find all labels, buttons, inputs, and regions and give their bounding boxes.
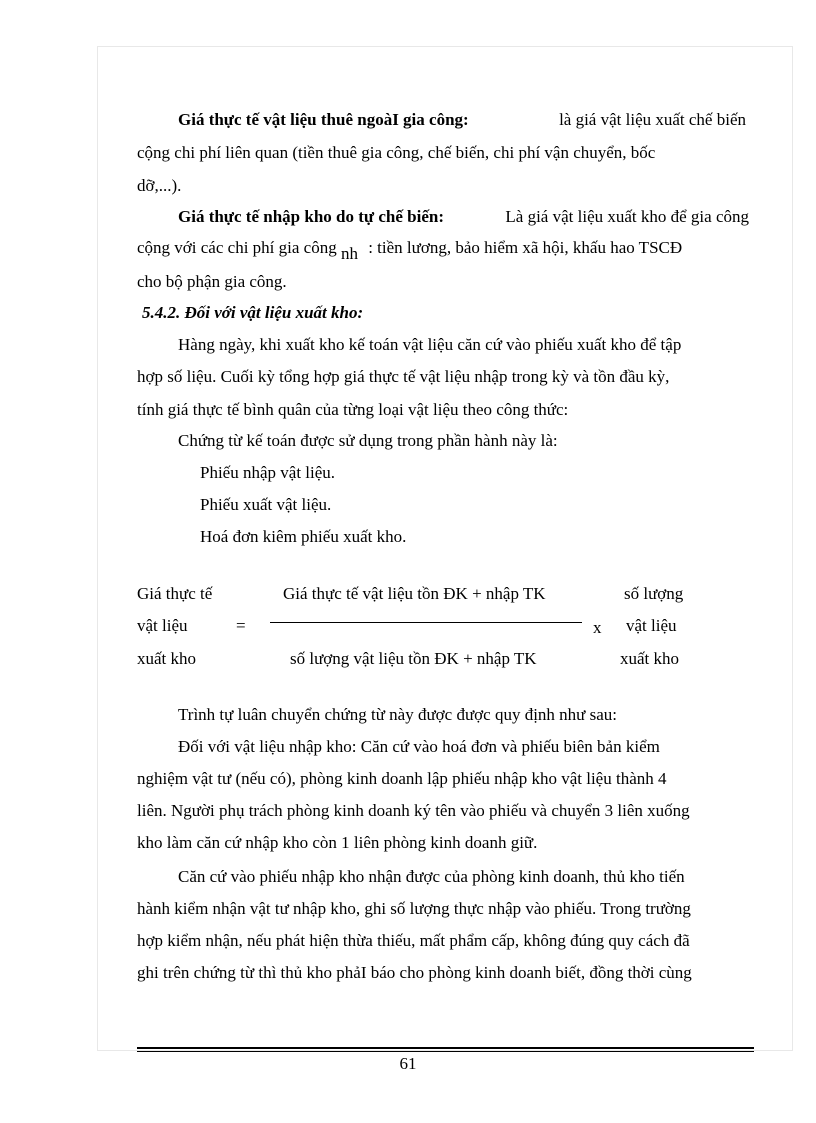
p7-line3: hợp kiểm nhận, nếu phát hiện thừa thiếu, mất phẩm cấp, không đúng quy cách đã xyxy=(137,931,690,950)
p2-line2: cộng với các chi phí gia công nh : tiền lương, bảo hiểm xã hội, khấu hao TSCĐ xyxy=(137,238,683,263)
p2-bold-term: Giá thực tế nhập kho do tự chế biến: xyxy=(178,207,444,226)
p2-line1: Giá thực tế nhập kho do tự chế biến: Là giá vật liệu xuất kho để gia công xyxy=(178,207,749,226)
formula-left-2: vật liệu xyxy=(137,616,188,635)
p7-line1: Căn cứ vào phiếu nhập kho nhận được của phòng kinh doanh, thủ kho tiến xyxy=(178,867,685,886)
p3-line2: hợp số liệu. Cuối kỳ tổng hợp giá thực tế vật liệu nhập trong kỳ và tồn đầu kỳ, xyxy=(137,367,670,386)
p6-line4: kho làm căn cứ nhập kho còn 1 liên phòng kinh doanh giữ. xyxy=(137,833,538,852)
p3-line1: Hàng ngày, khi xuất kho kế toán vật liệu căn cứ vào phiếu xuất kho để tập xyxy=(178,335,682,354)
subscript-nh: nh xyxy=(340,244,358,263)
footer-rule-top xyxy=(137,1047,754,1049)
doc-list-item: Hoá đơn kiêm phiếu xuất kho. xyxy=(200,527,407,546)
p1-bold-term: Giá thực tế vật liệu thuê ngoàI gia công: xyxy=(178,110,469,129)
p1-line3: dỡ,...). xyxy=(137,176,182,195)
formula-times: x xyxy=(593,618,602,637)
doc-list-item: Phiếu xuất vật liệu. xyxy=(200,495,332,514)
formula-denominator: số lượng vật liệu tồn ĐK + nhập TK xyxy=(290,649,537,668)
p1-line1: Giá thực tế vật liệu thuê ngoàI gia công: là giá vật liệu xuất chế biến xyxy=(178,110,746,129)
p5-line: Trình tự luân chuyển chứng từ này được được quy định như sau: xyxy=(178,705,618,724)
formula-equals: = xyxy=(236,616,246,635)
formula-right-3: xuất kho xyxy=(620,649,680,668)
fraction-bar xyxy=(270,622,582,623)
p7-line2: hành kiểm nhận vật tư nhập kho, ghi số lượng thực nhập vào phiếu. Trong trường xyxy=(137,899,691,918)
p6-line1: Đối với vật liệu nhập kho: Căn cứ vào hoá đơn và phiếu biên bản kiểm xyxy=(178,737,660,756)
p6-line3: liên. Người phụ trách phòng kinh doanh ký tên vào phiếu và chuyển 3 liên xuống xyxy=(137,801,690,820)
doc-list-item: Phiếu nhập vật liệu. xyxy=(200,463,336,482)
formula-right-1: số lượng xyxy=(624,584,684,603)
formula-right-2: vật liệu xyxy=(626,616,677,635)
p4-line: Chứng từ kế toán được sử dụng trong phần hành này là: xyxy=(178,431,558,450)
p3-line3: tính giá thực tế bình quân của từng loại vật liệu theo công thức: xyxy=(137,400,569,419)
p2-line3: cho bộ phận gia công. xyxy=(137,272,287,291)
footer-rule-bottom xyxy=(137,1051,754,1052)
page-number: 61 xyxy=(399,1054,417,1073)
p7-line4: ghi trên chứng từ thì thủ kho phảI báo cho phòng kinh doanh biết, đồng thời cùng xyxy=(137,963,692,982)
p6-line2: nghiệm vật tư (nếu có), phòng kinh doanh lập phiếu nhập kho vật liệu thành 4 xyxy=(137,769,667,788)
p1-line2: cộng chi phí liên quan (tiền thuê gia công, chế biến, chi phí vận chuyển, bốc xyxy=(137,143,656,162)
section-heading: 5.4.2. Đối với vật liệu xuất kho: xyxy=(142,303,364,322)
formula-numerator: Giá thực tế vật liệu tồn ĐK + nhập TK xyxy=(283,584,546,603)
formula-left-3: xuất kho xyxy=(137,649,197,668)
formula-left-1: Giá thực tế xyxy=(137,584,213,603)
